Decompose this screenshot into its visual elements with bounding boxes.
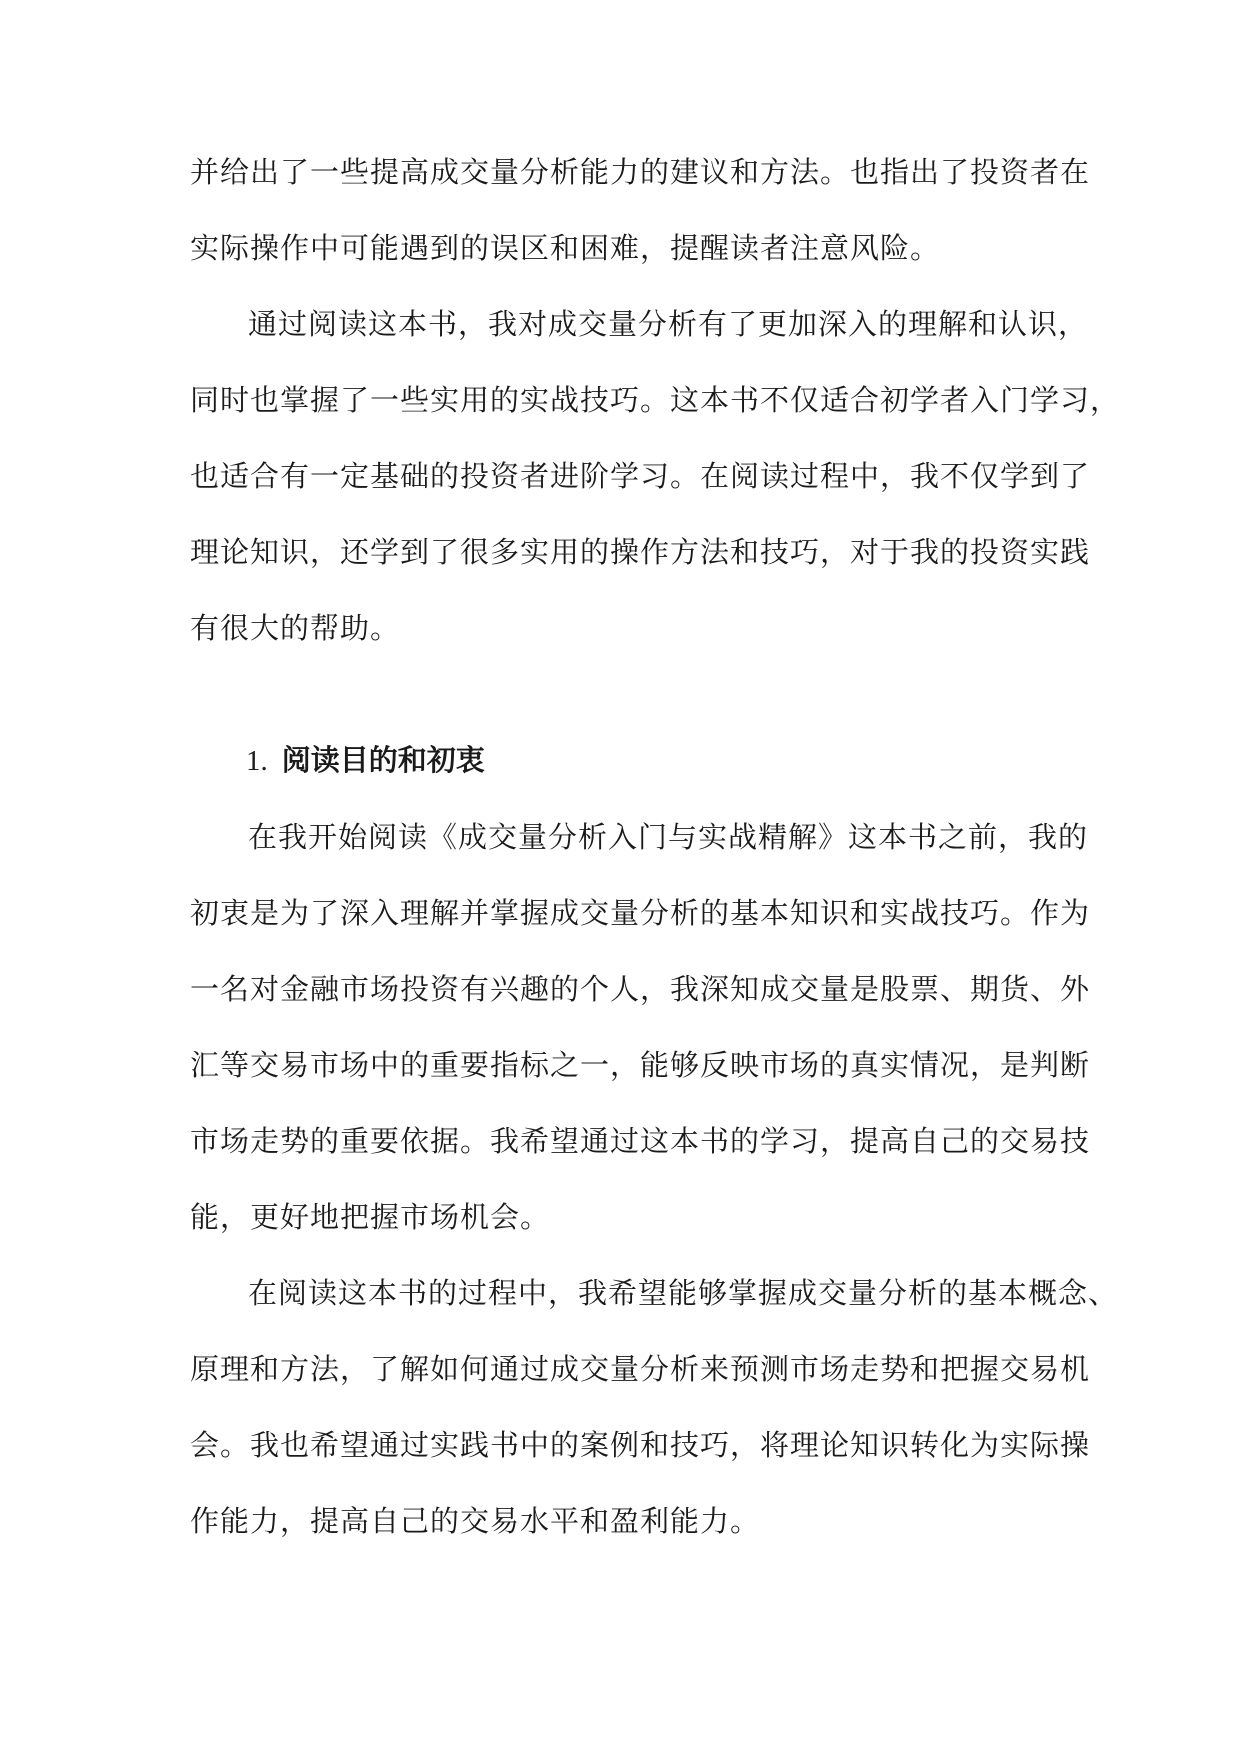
text-line: 一名对金融市场投资有兴趣的个人，我深知成交量是股票、期货、外: [190, 972, 1091, 1006]
section-heading: [190, 722, 1052, 799]
section-title: 阅读目的和初衷: [281, 743, 485, 777]
paragraph: [190, 1255, 1119, 1559]
text-line: 并给出了一些提高成交量分析能力的建议和方法。也指出了投资者在: [190, 155, 1091, 189]
text-line: 理论知识，还学到了很多实用的操作方法和技巧，对于我的投资实践: [190, 535, 1091, 569]
text-line: 有很大的帮助。: [190, 611, 401, 645]
text-line: 同时也掌握了一些实用的实战技巧。这本书不仅适合初学者入门学习，: [190, 383, 1121, 417]
text-line: 市场走势的重要依据。我希望通过这本书的学习，提高自己的交易技: [190, 1124, 1091, 1158]
text-line: 在阅读这本书的过程中，我希望能够掌握成交量分析的基本概念、: [248, 1276, 1119, 1310]
text-line: 初衷是为了深入理解并掌握成交量分析的基本知识和实战技巧。作为: [190, 896, 1091, 930]
text-line: 作能力，提高自己的交易水平和盈利能力。: [190, 1504, 761, 1538]
text-line: 在我开始阅读《成交量分析入门与实战精解》这本书之前，我的: [248, 820, 1089, 854]
text-line: 实际操作中可能遇到的误区和困难，提醒读者注意风险。: [190, 231, 941, 265]
text-line: 通过阅读这本书，我对成交量分析有了更加深入的理解和认识，: [248, 307, 1089, 341]
paragraph: [190, 799, 1091, 1255]
text-line: 汇等交易市场中的重要指标之一，能够反映市场的真实情况，是判断: [190, 1048, 1091, 1082]
paragraph: [190, 286, 1121, 666]
paragraph-continued: [190, 134, 1091, 286]
text-line: 会。我也希望通过实践书中的案例和技巧，将理论知识转化为实际操: [190, 1428, 1091, 1462]
page-content: [190, 134, 1121, 1559]
text-line: 也适合有一定基础的投资者进阶学习。在阅读过程中，我不仅学到了: [190, 459, 1091, 493]
section-number: 1.: [246, 745, 268, 777]
text-line: 原理和方法，了解如何通过成交量分析来预测市场走势和把握交易机: [190, 1352, 1091, 1386]
text-line: 能，更好地把握市场机会。: [190, 1200, 551, 1234]
